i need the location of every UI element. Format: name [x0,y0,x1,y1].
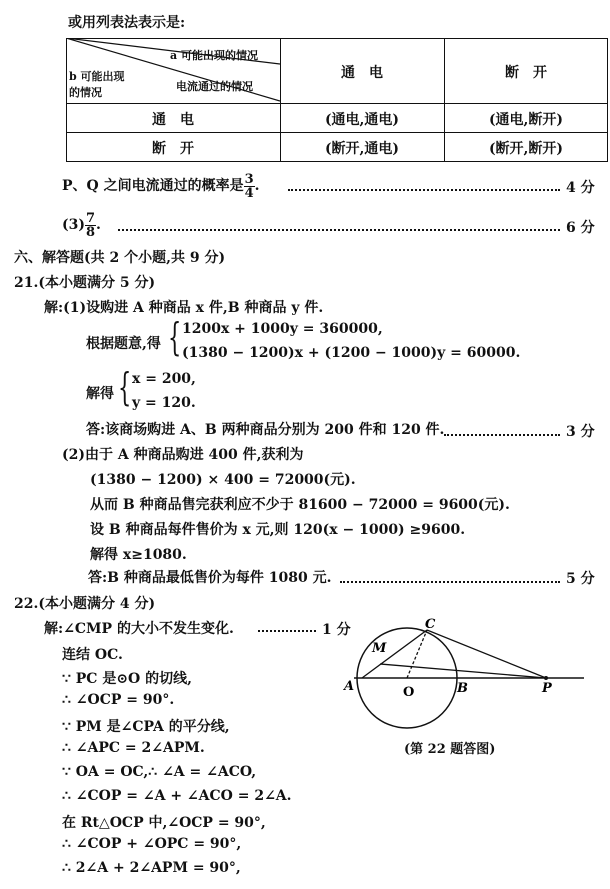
table-cell: (通电,通电) [324,112,400,128]
score-6: 6 分 [566,220,595,236]
leader-dots [118,229,560,231]
q21-equation-1: 1200x + 1000y = 360000, [182,321,383,337]
leader-dots [288,189,560,191]
label-a: A [344,679,355,694]
score-5: 5 分 [566,571,595,587]
score-4: 4 分 [566,180,595,196]
score-3: 3 分 [566,424,595,440]
leader-dots [340,581,560,583]
q22-line-2: 连结 OC. [62,647,123,663]
fraction-denominator: 4 [244,185,254,201]
intro-text: 或用列表法表示是: [68,15,186,31]
q21-solve-prefix: 解得 [86,386,114,402]
q21-title: 21.(本小题满分 5 分) [14,275,156,291]
q22-line-3: ∵ PC 是⊙O 的切线, [62,671,192,687]
col-header-off: 断 开 [505,65,547,81]
period: . [96,217,101,233]
header-b-label-line2: 的情况 [69,86,102,99]
section-heading: 六、解答题(共 2 个小题,共 9 分) [14,250,226,266]
left-brace: { [168,315,182,359]
q21-line-7: 设 B 种商品每件售价为 x 元,则 120(x − 1000) ≥9600. [90,522,466,538]
q21-line-4: (2)由于 A 种商品购进 400 件,获利为 [62,447,304,463]
fraction-3-4 [244,173,255,200]
point-p [544,676,548,680]
fraction-numerator: 3 [244,171,254,187]
part3-line [62,208,101,242]
q21-line-6: 从而 B 种商品售完获利应不少于 81600 − 72000 = 9600(元). [90,497,510,513]
figure-caption: (第 22 题答图) [404,742,496,757]
q21-system-prefix: 根据题意,得 [86,336,161,352]
table-row-divider [66,132,608,133]
q21-line-5: (1380 − 1200) × 400 = 72000(元). [90,472,356,488]
row-label-off: 断 开 [152,141,194,157]
q22-line-5: ∵ PM 是∠CPA 的平分线, [62,719,230,735]
table-cell: (通电,断开) [488,112,564,128]
label-b: B [457,681,468,696]
segment-mp [380,664,546,678]
fraction-numerator: 7 [86,210,96,226]
header-current-label: 电流通过的情况 [176,80,253,93]
probability-line [62,170,260,202]
header-b-label-line1: b 可能出现 [69,70,125,83]
label-c: C [425,617,436,632]
probability-text: P、Q 之间电流通过的概率是 [62,178,244,194]
q22-line-7: ∵ OA = OC,∴ ∠A = ∠ACO, [62,764,257,780]
score-1: 1 分 [322,622,351,638]
q22-line-9: 在 Rt△OCP 中,∠OCP = 90°, [62,815,266,831]
header-a-label: a 可能出现的情况 [170,49,258,62]
q22-line-10: ∴ ∠COP + ∠OPC = 90°, [62,836,242,852]
segment-cp [427,630,546,678]
col-header-on: 通 电 [341,65,383,81]
label-p: P [542,681,552,696]
table-border-bottom [66,161,608,162]
probability-table [66,38,608,162]
fraction-7-8 [85,212,96,239]
table-cell: (断开,断开) [488,141,564,157]
q22-line-4: ∴ ∠OCP = 90°. [62,692,175,708]
label-o: O [403,685,415,700]
q21-equation-2: (1380 − 1200)x + (1200 − 1000)y = 60000. [182,345,521,361]
row-label-on: 通 电 [152,112,194,128]
fraction-denominator: 8 [86,224,96,240]
q21-answer-2: 答:B 种商品最低售价为每件 1080 元. [88,570,332,586]
table-cell: (断开,通电) [324,141,400,157]
q22-line-8: ∴ ∠COP = ∠A + ∠ACO = 2∠A. [62,788,292,804]
leader-dots [444,434,560,436]
part3-label: (3) [62,217,85,233]
q21-solution-x: x = 200, [132,371,196,387]
q22-title: 22.(本小题满分 4 分) [14,596,156,612]
q22-line-11: ∴ 2∠A + 2∠APM = 90°, [62,860,241,876]
left-brace: { [118,365,132,409]
leader-dots [258,630,316,632]
q21-line-8: 解得 x≥1080. [90,547,187,563]
q21-line-1: 解:(1)设购进 A 种商品 x 件,B 种商品 y 件. [44,300,324,316]
q21-solution-y: y = 120. [132,395,196,411]
q22-line-1: 解:∠CMP 的大小不发生变化. [44,621,234,637]
q21-answer-1: 答:该商场购进 A、B 两种商品分别为 200 件和 120 件. [86,422,445,438]
q22-line-6: ∴ ∠APC = 2∠APM. [62,740,205,756]
label-m: M [372,641,387,656]
period: . [254,178,260,194]
